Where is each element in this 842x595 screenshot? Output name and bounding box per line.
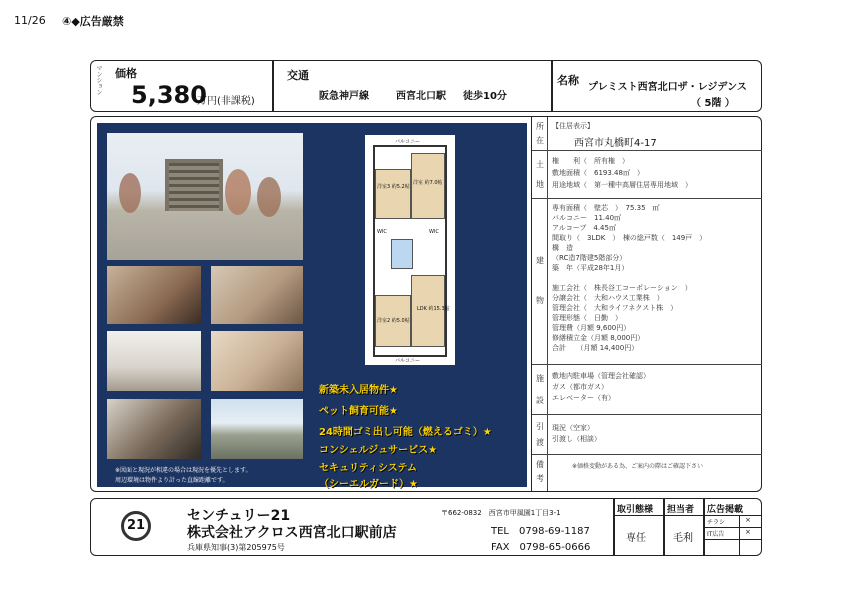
interior-photo-room <box>211 266 303 324</box>
main-section <box>90 116 762 492</box>
brand-name: センチュリー21 <box>187 508 291 524</box>
promo-garbage: 24時間ゴミ出し可能（燃えるゴミ）★ <box>319 427 492 438</box>
building-line: バルコニー 11.40㎡ <box>552 214 622 222</box>
wic-label: WIC <box>377 229 387 235</box>
divider <box>663 499 665 555</box>
room-western3 <box>375 169 411 219</box>
building-head <box>532 199 548 365</box>
logo-text: 21 <box>127 518 146 533</box>
facilities-head <box>532 365 548 415</box>
room-western2-label: 洋室2 約5.0帖 <box>377 318 410 324</box>
promo-new: 新築未入居物件★ <box>319 385 398 396</box>
land-head-1: 土 <box>536 160 544 169</box>
interior-photo-entrance <box>107 399 201 459</box>
handover-body <box>548 415 762 455</box>
info-table <box>531 117 761 491</box>
handover-head <box>532 415 548 455</box>
location-body <box>548 117 762 151</box>
property-name: プレミスト西宮北口ザ・レジデンス <box>588 82 747 93</box>
divider <box>272 61 274 111</box>
room-ldk-label: LDK 約15.3帖 <box>417 306 450 312</box>
facilities-head-1: 施 <box>536 374 544 383</box>
remarks-head-2: 考 <box>536 474 544 483</box>
location-head-1: 所 <box>536 122 544 131</box>
handover-head-2: 渡 <box>536 438 544 447</box>
address-tag: 【住居表示】 <box>552 122 594 130</box>
building-line: 分譲会社（ 大和ハウス工業株 ） <box>552 294 664 302</box>
building-body <box>548 199 762 365</box>
remarks-body <box>548 455 762 491</box>
century21-logo <box>121 511 151 541</box>
building-line: アルコーブ 4.45㎡ <box>552 224 616 232</box>
floor-plan <box>365 135 455 365</box>
ad-row-flyer-mark: × <box>745 516 751 524</box>
handover-head-1: 引 <box>536 422 544 431</box>
address-value: 西宮市丸橋町4-17 <box>574 138 657 149</box>
divider <box>663 515 703 516</box>
building-line: 管理形態（ 日勤 ） <box>552 314 622 322</box>
building-line: 管理会社（ 大和ライフネクスト株 ） <box>552 304 678 312</box>
station-name: 西宮北口駅 <box>396 91 446 102</box>
ad-row-web-mark: × <box>745 528 751 536</box>
company-tel: TEL 0798-69-1187 <box>491 526 590 537</box>
room-western1-label: 洋室 約7.0帖 <box>413 180 443 186</box>
promo-security-name: （シーエルガード）★ <box>319 479 418 490</box>
handover-line: 引渡し（相談） <box>552 435 601 443</box>
bathroom <box>391 239 413 269</box>
tree <box>225 169 251 215</box>
interior-photo-kitchen <box>107 266 201 324</box>
divider <box>613 499 615 555</box>
ad-label: 広告掲載 <box>707 505 744 515</box>
promo-pet: ペット飼育可能★ <box>319 406 398 417</box>
land-head-2: 地 <box>536 180 544 189</box>
interior-photo-bath <box>211 331 303 391</box>
name-label: 名称 <box>557 74 579 87</box>
interior-photo-living <box>107 331 201 391</box>
wic-label: WIC <box>429 229 439 235</box>
staff-value: 毛利 <box>673 533 693 544</box>
remarks-head-1: 備 <box>536 460 544 469</box>
facility-line: エレベーター（有） <box>552 394 615 402</box>
location-head <box>532 117 548 151</box>
photo-note-line1: ※図面と現況が相違の場合は現況を優先とします。 <box>115 467 252 474</box>
divider <box>613 515 663 516</box>
transport-label: 交通 <box>287 69 309 82</box>
train-line: 阪急神戸線 <box>319 91 369 102</box>
divider <box>703 527 761 528</box>
ad-restriction-flag: ④◆広告厳禁 <box>62 15 124 28</box>
ad-row-flyer: チラシ <box>707 519 726 526</box>
building-windows <box>169 163 219 215</box>
building-line: 築 年（平成28年1月） <box>552 264 629 272</box>
fax-date: 11/26 <box>14 14 46 27</box>
handover-line: 現況（空家） <box>552 424 594 432</box>
room-western1 <box>411 153 445 219</box>
footer <box>90 498 762 556</box>
building-line: 構 造 <box>552 244 573 252</box>
divider <box>551 61 553 111</box>
ad-row-web: IT広告 <box>707 531 725 538</box>
price-unit: 万円(非課税) <box>197 96 255 107</box>
property-floor: （ 5階 ） <box>691 98 735 109</box>
building-head-2: 物 <box>536 296 544 305</box>
balcony-label-bottom: バルコニー <box>395 358 421 364</box>
sidewalk <box>107 211 303 260</box>
walk-time: 徒歩10分 <box>463 91 507 102</box>
balcony-label-top: バルコニー <box>395 139 421 145</box>
building-line: 専有面積（ 壁芯 ） 75.35 ㎡ <box>552 204 660 212</box>
staff-label: 担当者 <box>667 505 695 515</box>
exterior-photo <box>107 133 303 260</box>
building-head-1: 建 <box>536 256 544 265</box>
top-info-row <box>90 60 762 112</box>
photo-panel <box>97 123 527 490</box>
contract-value: 専任 <box>626 533 646 544</box>
land-line: 用途地域（ 第一種中高層住居専用地域 ） <box>552 181 692 189</box>
building-line: 管理費（月額 9,600円） <box>552 324 631 332</box>
price-label: 価格 <box>115 67 137 80</box>
land-body <box>548 151 762 199</box>
license-number: 兵庫県知事(3)第205975号 <box>187 543 285 552</box>
divider <box>739 515 740 555</box>
view-photo <box>211 399 303 459</box>
company-name: 株式会社アクロス西宮北口駅前店 <box>187 525 397 541</box>
land-line: 敷地面積（ 6193.48㎡ ） <box>552 169 644 177</box>
promo-concierge: コンシェルジュサービス★ <box>319 445 438 456</box>
remarks-note: ※価格変動がある為、ご案内の際はご確認下さい <box>572 463 704 470</box>
facility-line: ガス（都市ガス） <box>552 383 608 391</box>
divider <box>703 515 761 516</box>
facilities-head-2: 設 <box>536 396 544 405</box>
promo-security: セキュリティシステム <box>319 463 417 474</box>
photo-note-line2: 周辺環境は物件より計った直線距離です。 <box>115 477 229 484</box>
room-western3-label: 洋室3 約5.2帖 <box>377 184 410 190</box>
building-line: 修繕積立金（月額 8,000円） <box>552 334 645 342</box>
building-line: 施工会社（ 株長谷工コーポレーション ） <box>552 284 692 292</box>
land-head <box>532 151 548 199</box>
property-category: マンション <box>95 65 102 95</box>
price-amount: 5,380 <box>131 81 207 109</box>
facilities-body <box>548 365 762 415</box>
tree <box>257 177 281 217</box>
company-address: 〒662-0832 西宮市甲風園1丁目3-1 <box>441 509 561 517</box>
building-line: （RC造7階建5階部分） <box>552 254 627 262</box>
land-line: 権 利（ 所有権 ） <box>552 157 629 165</box>
location-head-2: 在 <box>536 136 544 145</box>
facility-line: 敷地内駐車場（管理会社確認） <box>552 372 650 380</box>
remarks-head <box>532 455 548 491</box>
building-line: 間取り（ 3LDK ） 棟の総戸数（ 149戸 ） <box>552 234 707 242</box>
contract-label: 取引態様 <box>617 505 654 515</box>
divider <box>703 539 761 540</box>
company-fax: FAX 0798-65-0666 <box>491 542 591 553</box>
tree <box>119 173 141 213</box>
building-line: 合計 （月額 14,400円） <box>552 344 639 352</box>
